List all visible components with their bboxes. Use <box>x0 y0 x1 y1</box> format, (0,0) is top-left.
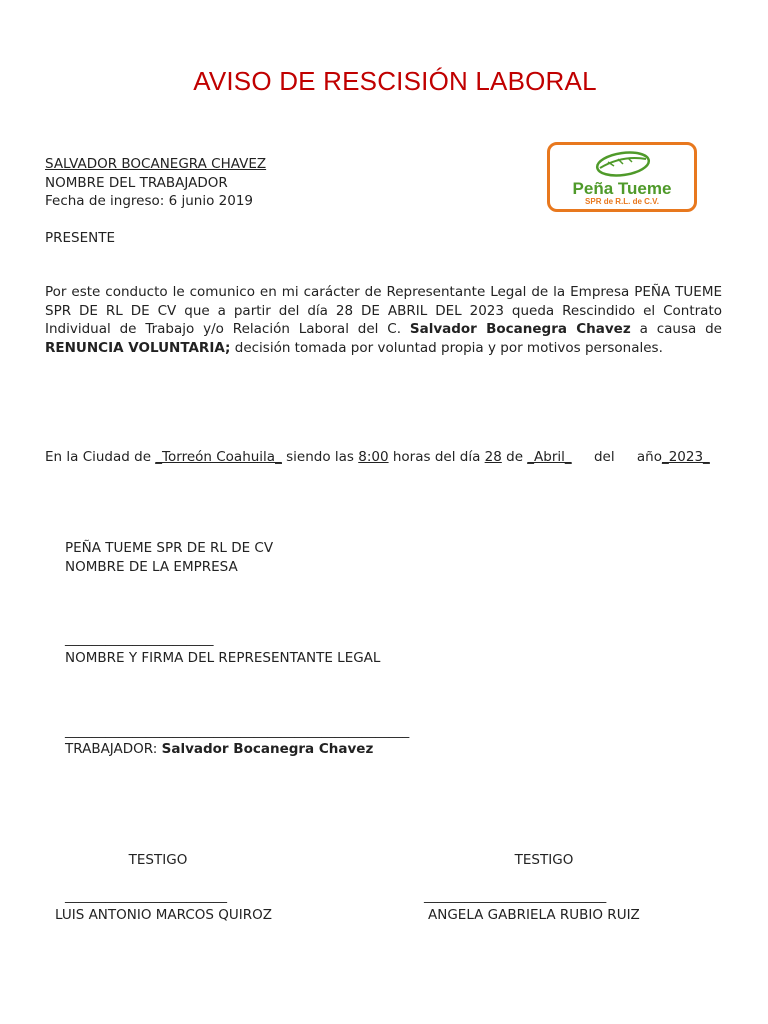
witness-1-name: LUIS ANTONIO MARCOS QUIROZ <box>55 907 273 923</box>
leaf-icon <box>594 149 652 179</box>
place-text-3: horas del día <box>388 449 485 465</box>
witness-1-line: ________________________ <box>65 888 227 904</box>
place-text-5: del año <box>571 449 662 465</box>
company-name-label: NOMBRE DE LA EMPRESA <box>65 559 238 575</box>
place-day: 28 <box>484 449 502 465</box>
body-text-3: decisión tomada por voluntad propia y por motivos personales. <box>230 339 663 356</box>
body-worker-name: Salvador Bocanegra Chavez <box>409 321 631 337</box>
document-title: AVISO DE RESCISIÓN LABORAL <box>193 66 597 96</box>
place-text-4: de <box>501 449 528 465</box>
place-date-paragraph <box>45 448 722 467</box>
body-paragraph <box>45 283 722 357</box>
presente-label: PRESENTE <box>45 230 116 246</box>
logo-name: Peña Tueme <box>572 179 672 198</box>
worker-signature-name: Salvador Bocanegra Chavez <box>161 741 374 757</box>
company-name: PEÑA TUEME SPR DE RL DE CV <box>65 540 274 556</box>
place-year: _2023_ <box>661 449 710 465</box>
place-city: _Torreón Coahuila_ <box>155 449 282 465</box>
body-reason: RENUNCIA VOLUNTARIA; <box>45 339 231 356</box>
worker-signature-prefix: TRABAJADOR: <box>65 741 162 757</box>
place-text-2: siendo las <box>281 449 359 465</box>
worker-signature-line: ___________________________________________________ <box>65 723 410 739</box>
rep-signature-label: NOMBRE Y FIRMA DEL REPRESENTANTE LEGAL <box>65 650 381 666</box>
witness-2-title: TESTIGO <box>514 852 574 868</box>
worker-name-label: NOMBRE DEL TRABAJADOR <box>45 175 228 191</box>
witness-1-title: TESTIGO <box>128 852 188 868</box>
hire-date: Fecha de ingreso: 6 junio 2019 <box>45 193 254 209</box>
place-month: _Abril_ <box>527 449 572 465</box>
worker-signature-label <box>65 740 373 758</box>
witness-2-name: ANGELA GABRIELA RUBIO RUIZ <box>428 907 640 923</box>
body-text-2: a causa de <box>630 321 722 337</box>
company-logo <box>547 142 697 212</box>
worker-name: SALVADOR BOCANEGRA CHAVEZ <box>45 156 267 172</box>
logo-subtitle: SPR de R.L. de C.V. <box>585 197 659 206</box>
place-text-1: En la Ciudad de <box>45 449 156 465</box>
body-text-1: Por este conducto le comunico en mi carácter de Representante Legal de la Empresa PEÑA TUEME SPR DE RL DE CV que a partir del día 28 DE ABRIL DEL 2023 queda Rescindido el Contrato Individual de Trabajo y/o Relación Laboral del C. <box>45 284 722 337</box>
rep-signature-line: ______________________ <box>65 631 214 647</box>
place-hour: 8:00 <box>358 449 389 465</box>
witness-2-line: ___________________________ <box>424 888 607 904</box>
